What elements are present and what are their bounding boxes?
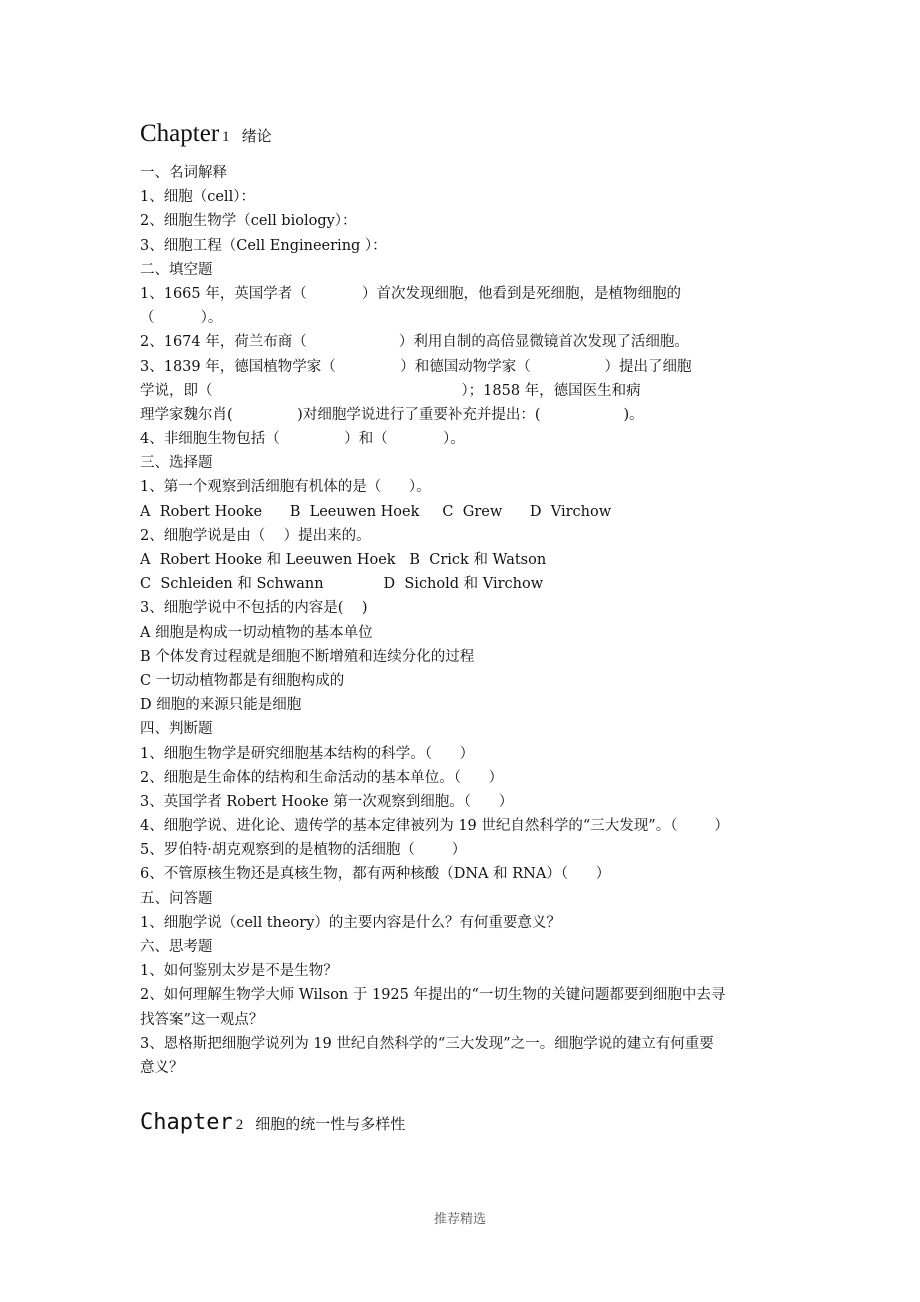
- text-line: 一、名词解释: [140, 165, 227, 181]
- text-line: 1、细胞生物学是研究细胞基本结构的科学。（ ）: [140, 745, 475, 762]
- chapter-1-heading: [140, 120, 272, 148]
- page-footer: 推荐精选: [433, 1212, 486, 1227]
- chapter-title: 绪论: [241, 127, 272, 145]
- text-line: 理学家魏尔肖( )对细胞学说进行了重要补充并提出：( )。: [140, 406, 644, 423]
- text-line: 六、思考题: [140, 939, 213, 955]
- chapter-number: 1: [222, 129, 230, 145]
- text-line: A 细胞是构成一切动植物的基本单位: [140, 624, 373, 641]
- chapter-2-heading: [140, 1110, 405, 1135]
- text-line: 1、细胞学说（cell theory）的主要内容是什么？有何重要意义？: [140, 914, 561, 931]
- text-line: C Schleiden 和 Schwann D Sichold 和 Virchow: [140, 576, 544, 593]
- text-line: 6、不管原核生物还是真核生物，都有两种核酸（DNA 和 RNA）（ ）: [140, 866, 611, 883]
- text-line: 3、1839 年，德国植物学家（ ）和德国动物学家（ ）提出了细胞: [140, 358, 692, 375]
- text-line: 1、细胞（cell）：: [140, 189, 255, 206]
- text-line: 2、细胞生物学（cell biology）：: [140, 213, 357, 230]
- text-line: A Robert Hooke B Leeuwen Hoek C Grew D Virchow: [140, 503, 612, 520]
- text-line: 找答案”这一观点？: [140, 1011, 264, 1028]
- text-line: 三、选择题: [140, 455, 213, 472]
- text-line: C 一切动植物都是有细胞构成的: [140, 672, 345, 689]
- text-line: 3、恩格斯把细胞学说列为 19 世纪自然科学的“三大发现”之一。细胞学说的建立有何重要: [140, 1035, 714, 1052]
- text-line: 2、如何理解生物学大师 Wilson 于 1925 年提出的“一切生物的关键问题都要到细胞中去寻: [140, 987, 726, 1004]
- chapter-word: Chapter: [140, 120, 220, 147]
- text-line: 4、细胞学说、进化论、遗传学的基本定律被列为 19 世纪自然科学的“三大发现”。（ ）: [140, 818, 729, 835]
- chapter-title: 细胞的统一性与多样性: [255, 1115, 406, 1133]
- text-line: 3、细胞学说中不包括的内容是( ): [140, 600, 368, 617]
- text-line: 2、细胞是生命体的结构和生命活动的基本单位。（ ）: [140, 769, 504, 786]
- text-line: 1、如何鉴别太岁是不是生物？: [140, 963, 338, 980]
- text-line: （ ）。: [140, 310, 223, 327]
- text-line: 5、罗伯特·胡克观察到的是植物的活细胞（ ）: [140, 842, 467, 859]
- text-line: B 个体发育过程就是细胞不断增殖和连续分化的过程: [140, 648, 475, 665]
- chapter-1-body: [140, 161, 800, 1080]
- text-line: 2、1674 年，荷兰布商（ ）利用自制的高倍显微镜首次发现了活细胞。: [140, 334, 689, 351]
- text-line: 二、填空题: [140, 261, 213, 278]
- text-line: 2、细胞学说是由（ ）提出来的。: [140, 527, 371, 544]
- text-line: 3、细胞工程（Cell Engineering ）：: [140, 237, 387, 254]
- chapter-word: Chapter: [140, 1110, 233, 1135]
- text-line: 意义？: [140, 1059, 184, 1076]
- text-line: D 细胞的来源只能是细胞: [140, 697, 302, 714]
- text-line: 4、非细胞生物包括（ ）和（ ）。: [140, 431, 465, 448]
- text-line: 1、第一个观察到活细胞有机体的是（ ）。: [140, 479, 431, 496]
- text-line: 五、问答题: [140, 890, 213, 907]
- text-line: 学说，即（ ）；1858 年，德国医生和病: [140, 382, 641, 399]
- text-line: 1、1665 年，英国学者（ ）首次发现细胞，他看到是死细胞，是植物细胞的: [140, 285, 682, 302]
- text-line: A Robert Hooke 和 Leeuwen Hoek B Crick 和 Watson: [140, 552, 547, 568]
- text-line: 3、英国学者 Robert Hooke 第一次观察到细胞。（ ）: [140, 793, 514, 810]
- text-line: 四、判断题: [140, 721, 213, 738]
- chapter-number: 2: [235, 1117, 244, 1133]
